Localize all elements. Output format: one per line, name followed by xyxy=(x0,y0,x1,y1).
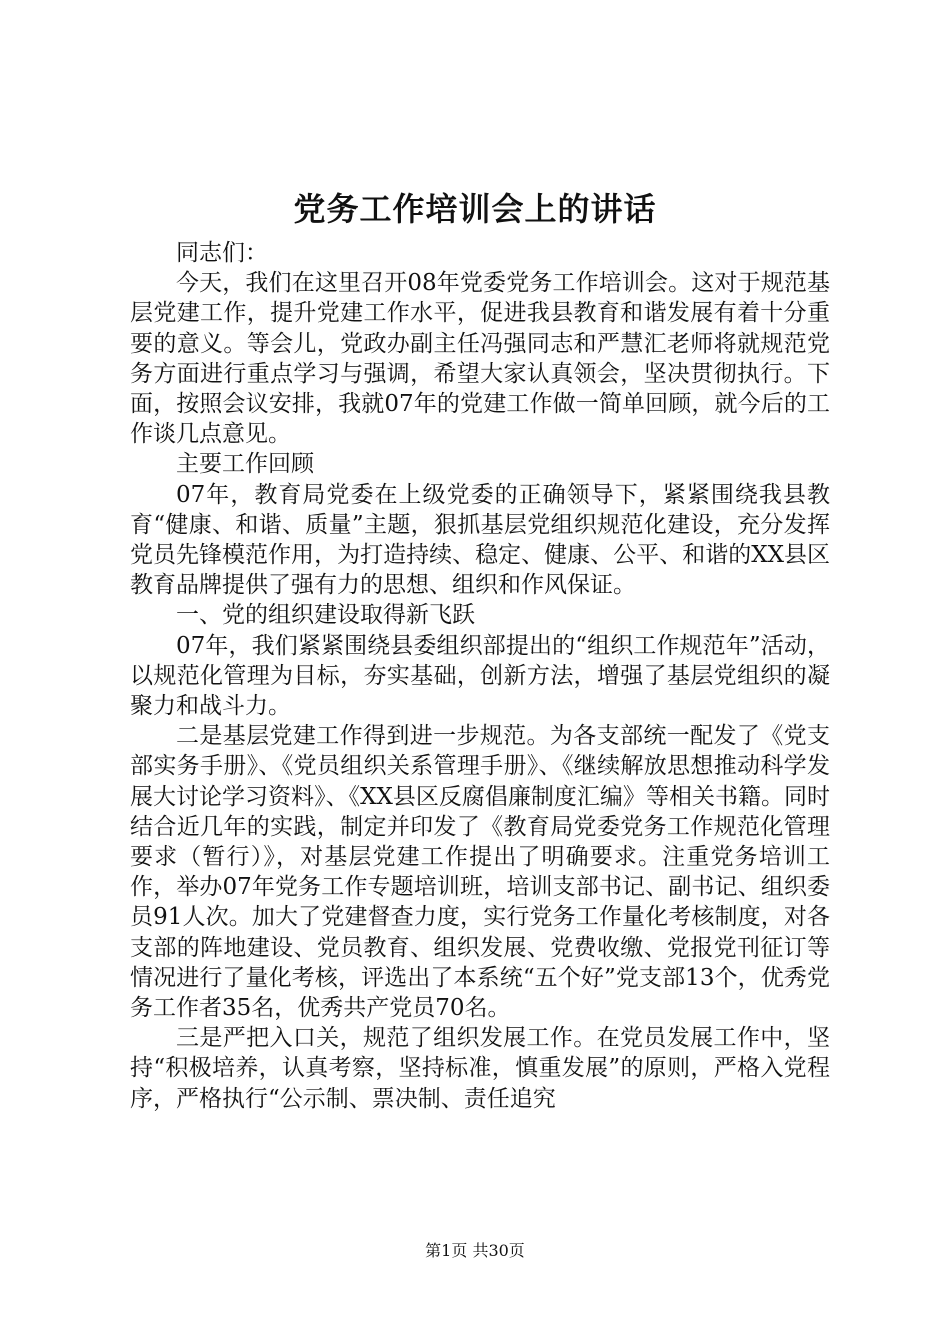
organization-paragraph: 07年，我们紧紧围绕县委组织部提出的“组织工作规范年”活动，以规范化管理为目标，夯实基础，创新方法，增强了基层党组织的凝聚力和战斗力。 xyxy=(130,632,830,720)
document-body xyxy=(130,238,830,1114)
document-title: 党务工作培训会上的讲话 xyxy=(293,190,657,228)
page-number-footer: 第1页 共30页 xyxy=(425,1241,525,1260)
membership-paragraph: 三是严把入口关，规范了组织发展工作。在党员发展工作中，坚持“积极培养，认真考察，坚持标准，慎重发展”的原则，严格入党程序，严格执行“公示制、票决制、责任追究 xyxy=(130,1025,830,1112)
salutation-paragraph: 同志们： xyxy=(176,240,268,266)
standardization-paragraph: 二是基层党建工作得到进一步规范。为各支部统一配发了《党支部实务手册》、《党员组织关系管理手册》、《继续解放思想推动科学发展大讨论学习资料》、《XX县区反腐倡廉制度汇编》等相关书籍。同时结合近几年的实践，制定并印发了《教育局党委党务工作规范化管理要求（暂行）》，对基层党建工作提出了明确要求。注重党务培训工作，举办07年党务工作专题培训班，培训支部书记、副书记、组织委员91人次。加大了党建督查力度，实行党务工作量化考核制度，对各支部的阵地建设、党员教育、组织发展、党费收缴、党报党刊征订等情况进行了量化考核，评选出了本系统“五个好”党支部13个，优秀党务工作者35名，优秀共产党员70名。 xyxy=(130,723,830,1022)
section-heading: 主要工作回顾 xyxy=(176,451,314,478)
intro-paragraph: 今天，我们在这里召开08年党委党务工作培训会。这对于规范基层党建工作，提升党建工作水平，促进我县教育和谐发展有着十分重要的意义。等会儿，党政办副主任冯强同志和严慧汇老师将就规范党务方面进行重点学习与强调，希望大家认真领会，坚决贯彻执行。下面，按照会议安排，我就07年的党建工作做一简单回顾，就今后的工作谈几点意见。 xyxy=(130,270,830,448)
review-paragraph: 07年，教育局党委在上级党委的正确领导下，紧紧围绕我县教育“健康、和谐、质量”主题，狠抓基层党组织规范化建设，充分发挥党员先锋模范作用，为打造持续、稳定、健康、公平、和谐的XX县区教育品牌提供了强有力的思想、组织和作风保证。 xyxy=(130,481,830,599)
subsection-heading: 一、党的组织建设取得新飞跃 xyxy=(176,602,475,629)
